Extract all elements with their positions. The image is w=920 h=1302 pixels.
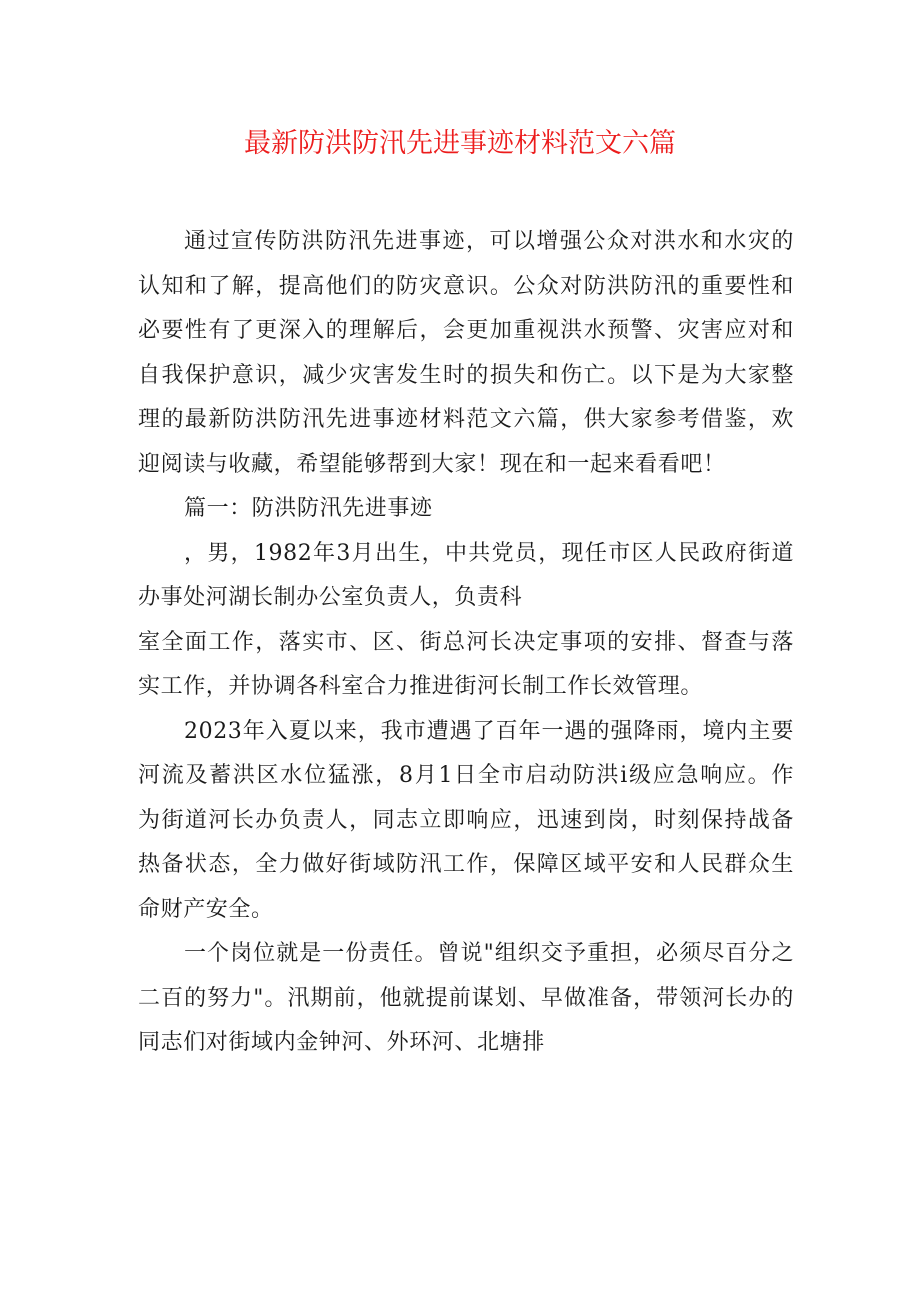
paragraph-line: 办事处河湖长制办公室负责人，负责科 — [138, 585, 523, 610]
paragraph-line: 热备状态，全力做好街域防汛工作，保障区域平安和人民群众生 — [138, 852, 794, 877]
section-heading: 篇一：防洪防汛先进事迹 — [184, 496, 433, 521]
paragraph-line: 同志们对街域内金钟河、外环河、北塘排 — [138, 1030, 545, 1055]
paragraph-1 — [138, 532, 794, 621]
intro-line: 迎阅读与收藏，希望能够帮到大家！现在和一起来看看吧！ — [138, 451, 726, 477]
paragraph-line: ，男，1982年3月出生，中共党员，现任市区人民政府街道 — [184, 540, 794, 566]
paragraph-2 — [138, 621, 794, 710]
paragraph-line: 实工作，并协调各科室合力推进街河长制工作长效管理。 — [138, 674, 704, 699]
intro-line: 理的最新防洪防汛先进事迹材料范文六篇，供大家参考借鉴，欢 — [138, 407, 794, 432]
paragraph-3 — [138, 710, 794, 933]
intro-line: 自我保护意识，减少灾害发生时的损失和伤亡。以下是为大家整 — [138, 362, 794, 388]
intro-line: 必要性有了更深入的理解后，会更加重视洪水预警、灾害应对和 — [138, 318, 794, 343]
paragraph-line: 室全面工作，落实市、区、街总河长决定事项的安排、督查与落 — [138, 629, 794, 655]
paragraph-line: 2023年入夏以来，我市遭遇了百年一遇的强降雨，境内主要 — [184, 718, 794, 744]
paragraph-line: 二百的努力"。汛期前，他就提前谋划、早做准备，带领河长办的 — [138, 985, 794, 1011]
paragraph-line: 为街道河长办负责人，同志立即响应，迅速到岗，时刻保持战备 — [138, 807, 794, 833]
paragraph-line: 命财产安全。 — [138, 896, 274, 922]
intro-line: 认知和了解，提高他们的防灾意识。公众对防洪防汛的重要性和 — [138, 273, 794, 299]
document-body — [138, 220, 794, 1066]
paragraph-line: 一个岗位就是一份责任。曾说"组织交予重担，必须尽百分之 — [184, 941, 794, 966]
intro-paragraph — [138, 220, 794, 487]
document-title: 最新防洪防汛先进事迹材料范文六篇 — [244, 128, 676, 159]
paragraph-4 — [138, 932, 794, 1066]
paragraph-line: 河流及蓄洪区水位猛涨，8月1日全市启动防洪ⅰ级应急响应。作 — [138, 763, 794, 788]
intro-line: 通过宣传防洪防汛先进事迹，可以增强公众对洪水和水灾的 — [184, 229, 794, 254]
